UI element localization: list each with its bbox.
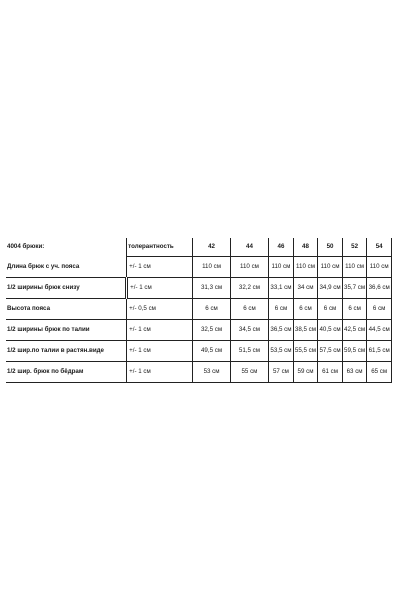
- value-cell: 59,5 см: [342, 341, 367, 362]
- value-cell: 32,5 см: [193, 320, 230, 341]
- value-cell: 32,2 см: [230, 278, 268, 299]
- value-cell: 57 см: [269, 362, 294, 383]
- measurement-name: 1/2 ширины брюк снизу: [6, 278, 127, 299]
- table-row: [6, 278, 392, 299]
- value-cell: 53,5 см: [269, 341, 294, 362]
- value-cell: 61 см: [318, 362, 343, 383]
- value-cell: 110 см: [193, 257, 230, 278]
- value-cell: 33,1 см: [269, 278, 294, 299]
- table-row: [6, 341, 392, 362]
- value-cell: 51,5 см: [230, 341, 268, 362]
- size-header: 44: [230, 238, 268, 257]
- value-cell: 63 см: [342, 362, 367, 383]
- value-cell: 110 см: [269, 257, 294, 278]
- value-cell: 44,5 см: [367, 320, 392, 341]
- value-cell: 34,9 см: [318, 278, 343, 299]
- value-cell: 34 см: [293, 278, 318, 299]
- measurement-name: Высота пояса: [6, 299, 127, 320]
- value-cell: 61,5 см: [367, 341, 392, 362]
- measurement-name: 1/2 ширины брюк по талии: [6, 320, 127, 341]
- tolerance-cell: +/- 1 см: [127, 257, 193, 278]
- table-row: [6, 362, 392, 383]
- value-cell: 35,7 см: [342, 278, 367, 299]
- header-row: [6, 238, 392, 257]
- value-cell: 6 см: [342, 299, 367, 320]
- value-cell: 31,3 см: [193, 278, 230, 299]
- value-cell: 6 см: [293, 299, 318, 320]
- value-cell: 6 см: [367, 299, 392, 320]
- value-cell: 6 см: [230, 299, 268, 320]
- table-row: [6, 320, 392, 341]
- value-cell: 42,5 см: [342, 320, 367, 341]
- tolerance-cell: +/- 1 см: [127, 341, 193, 362]
- measurement-name: 1/2 шир.по талии в растян.виде: [6, 341, 127, 362]
- table-row: [6, 257, 392, 278]
- measurement-name: 1/2 шир. брюк по бёдрам: [6, 362, 127, 383]
- value-cell: 55,5 см: [293, 341, 318, 362]
- size-header: 54: [367, 238, 392, 257]
- value-cell: 59 см: [293, 362, 318, 383]
- value-cell: 55 см: [230, 362, 268, 383]
- value-cell: 34,5 см: [230, 320, 268, 341]
- value-cell: 38,5 см: [293, 320, 318, 341]
- size-header: 46: [269, 238, 294, 257]
- tolerance-header: толерантность: [127, 238, 193, 257]
- table-row: [6, 299, 392, 320]
- value-cell: 110 см: [293, 257, 318, 278]
- size-chart-table: [6, 238, 392, 383]
- value-cell: 6 см: [318, 299, 343, 320]
- size-header: 52: [342, 238, 367, 257]
- size-header: 48: [293, 238, 318, 257]
- value-cell: 40,5 см: [318, 320, 343, 341]
- value-cell: 110 см: [367, 257, 392, 278]
- tolerance-cell: +/- 1 см: [127, 320, 193, 341]
- value-cell: 110 см: [342, 257, 367, 278]
- value-cell: 110 см: [230, 257, 268, 278]
- measurement-name: Длина брюк с уч. пояса: [6, 257, 127, 278]
- value-cell: 49,5 см: [193, 341, 230, 362]
- value-cell: 110 см: [318, 257, 343, 278]
- table-title: 4004 брюки:: [7, 243, 45, 251]
- value-cell: 6 см: [269, 299, 294, 320]
- tolerance-cell: +/- 1 см: [127, 278, 193, 299]
- value-cell: 57,5 см: [318, 341, 343, 362]
- size-header: 42: [193, 238, 230, 257]
- tolerance-cell: +/- 1 см: [127, 362, 193, 383]
- value-cell: 36,5 см: [269, 320, 294, 341]
- size-header: 50: [318, 238, 343, 257]
- value-cell: 6 см: [193, 299, 230, 320]
- tolerance-cell: +/- 0,5 см: [127, 299, 193, 320]
- value-cell: 36,6 см: [367, 278, 392, 299]
- value-cell: 53 см: [193, 362, 230, 383]
- value-cell: 65 см: [367, 362, 392, 383]
